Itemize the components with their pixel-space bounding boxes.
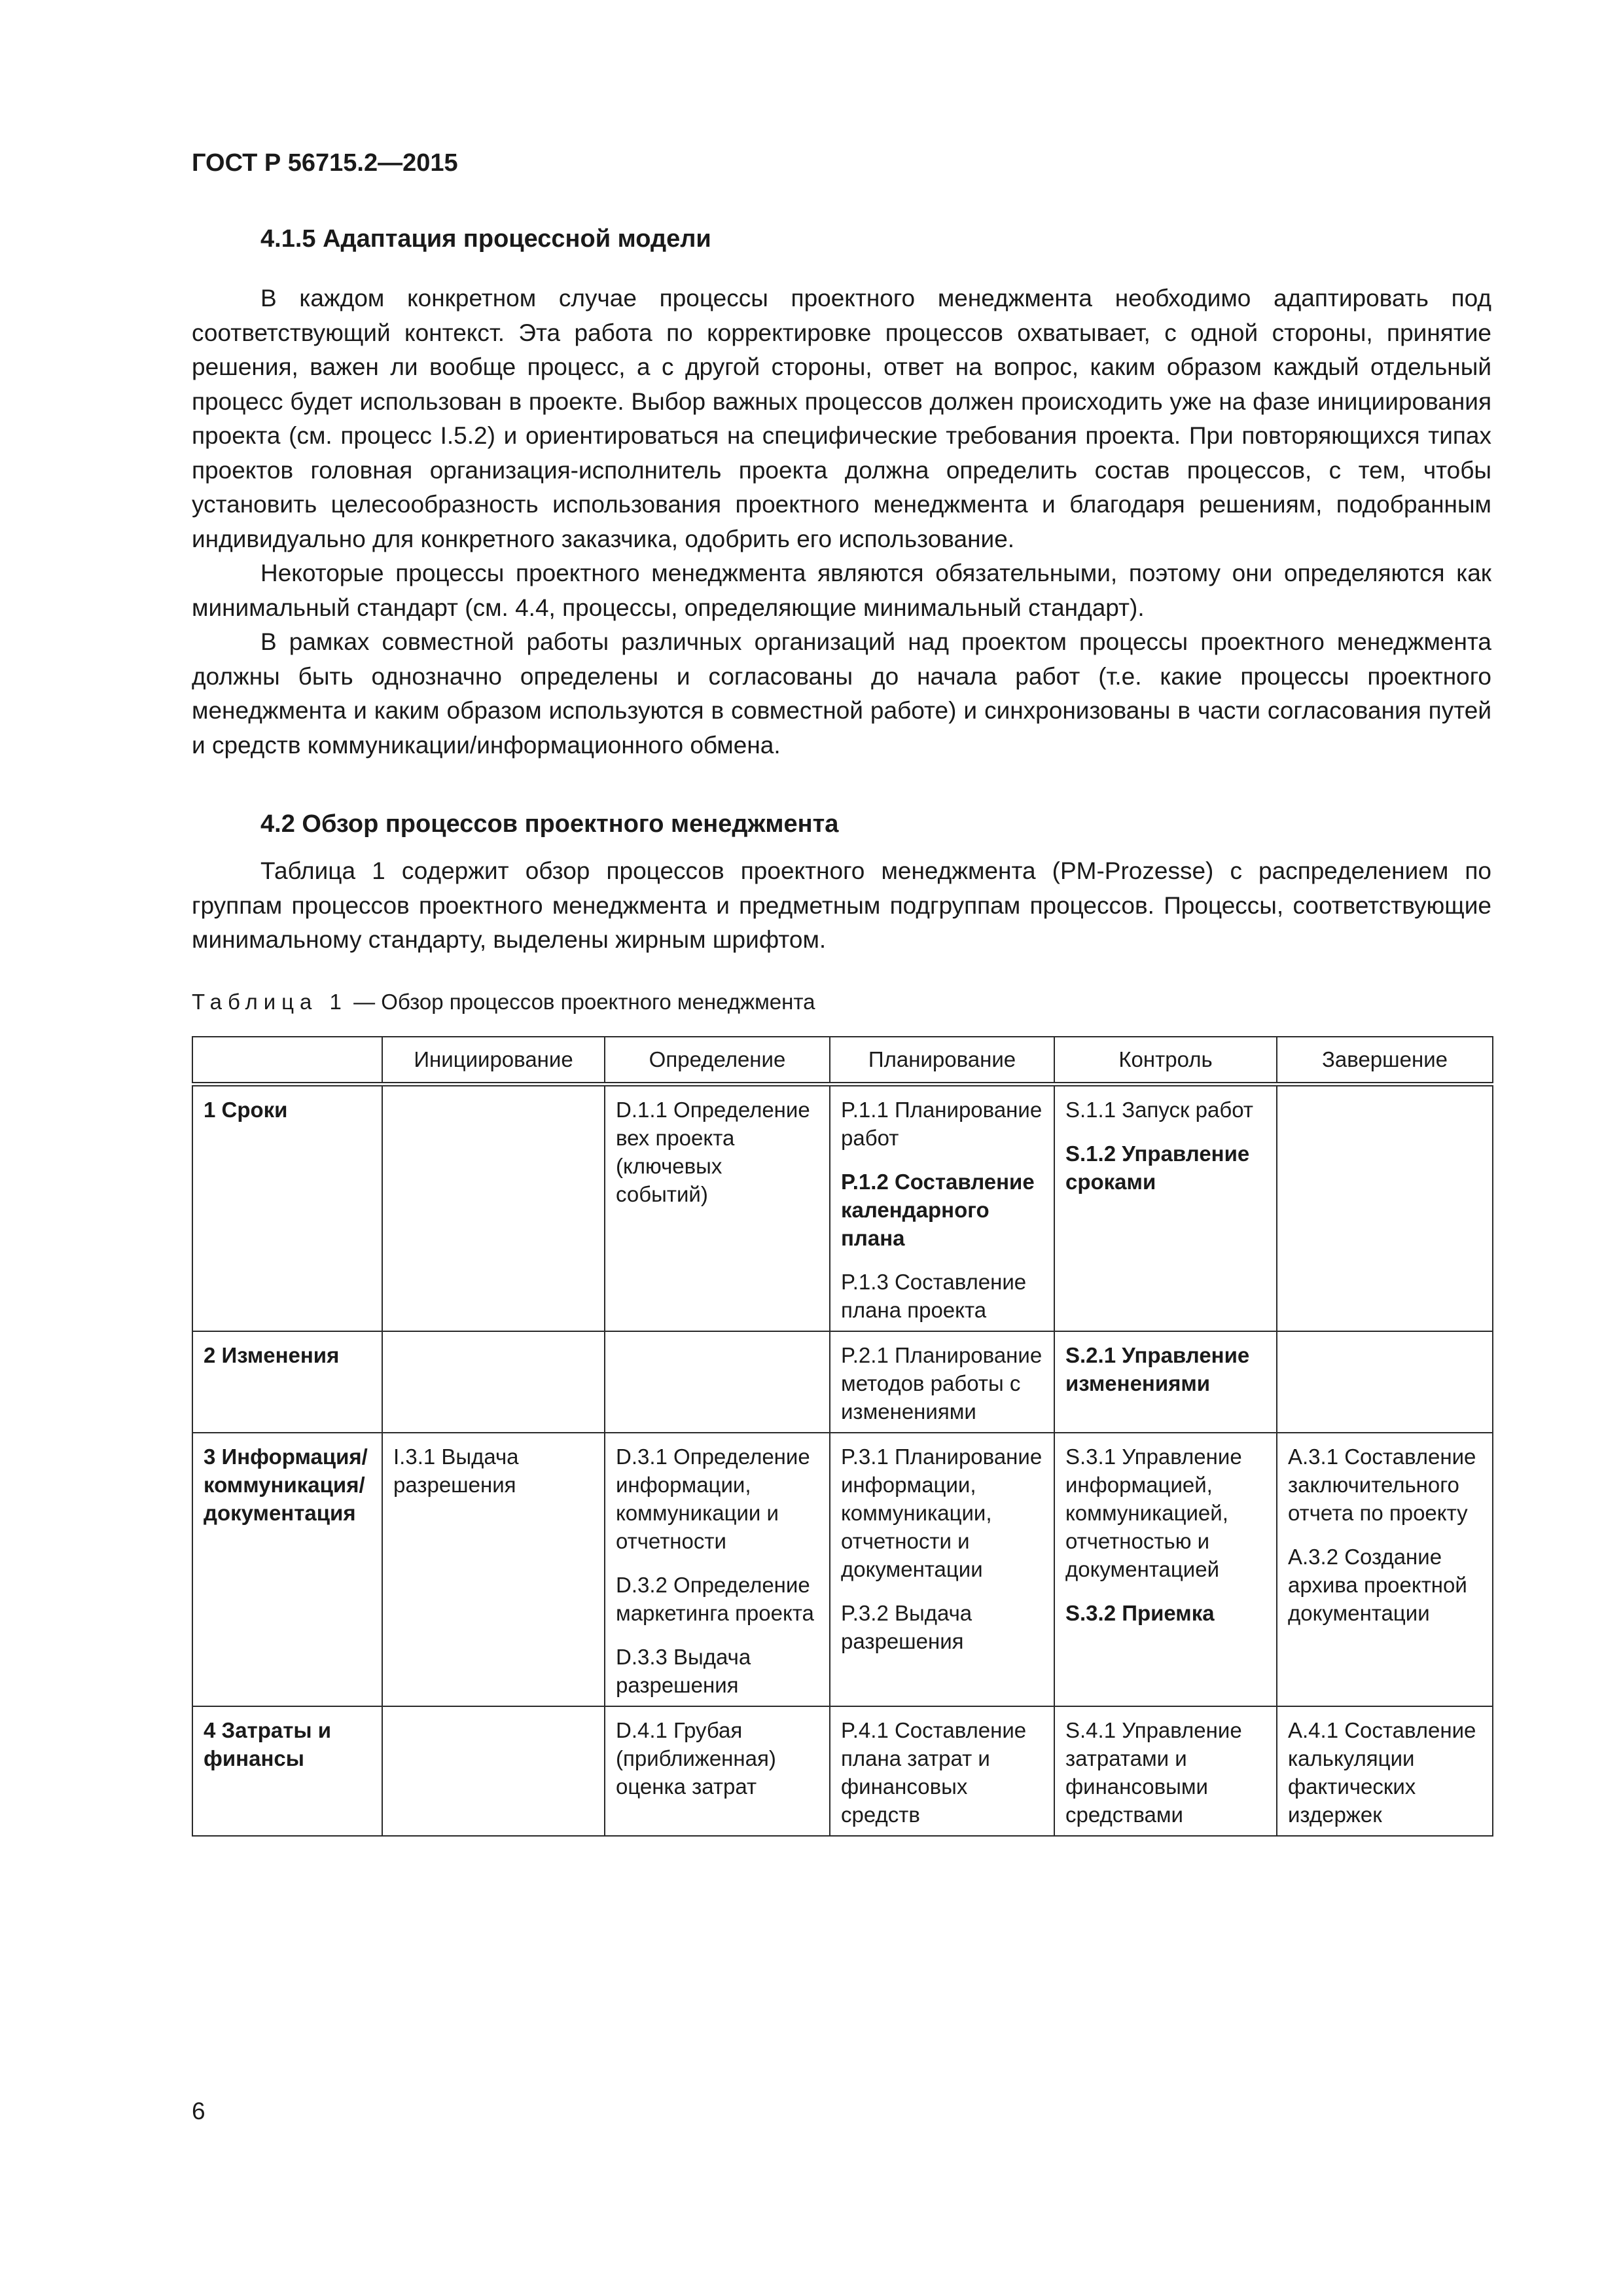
table-caption xyxy=(192,990,815,1014)
process-entry: A.3.1 Составление заключительного отчета по проекту xyxy=(1288,1444,1476,1525)
process-entry: A.3.2 Создание архива проектной документации xyxy=(1288,1544,1467,1625)
process-entry: D.3.2 Определение маркетинга проекта xyxy=(616,1572,814,1625)
table-row xyxy=(192,1706,1493,1836)
table-cell xyxy=(830,1433,1054,1706)
column-header: Определение xyxy=(605,1037,830,1084)
table-cell xyxy=(830,1084,1054,1331)
document-code: ГОСТ Р 56715.2—2015 xyxy=(192,149,458,177)
table-cell xyxy=(382,1331,605,1433)
table-row xyxy=(192,1433,1493,1706)
process-entry: A.4.1 Составление калькуляции фактических издержек xyxy=(1288,1717,1476,1827)
column-header: Контроль xyxy=(1054,1037,1277,1084)
paragraph: В каждом конкретном случае процессы проектного менеджмента необходимо адаптировать под соответствующий контекст. Эта работа по корректировке процессов охватывает, с одной стороны, принятие решения, важен ли вообще процесс, а с другой стороны, ответ на вопрос, каким образом каждый отдельный процесс будет использован в проекте. Выбор важных процессов должен происходить уже на фазе инициирования проекта (см. процесс I.5.2) и ориентироваться на специфические требования проекта. При повторяющихся типах проектов головная организация-исполнитель проекта должна определить состав процессов, с тем, чтобы установить целесообразность использования проектного менеджмента и благодаря решениям, подобранным индивидуально для конкретного заказчика, одобрить его использование. xyxy=(192,285,1491,552)
table-row xyxy=(192,1331,1493,1433)
table-body xyxy=(192,1084,1493,1836)
table-cell xyxy=(830,1706,1054,1836)
paragraph: Таблица 1 содержит обзор процессов проектного менеджмента (PM-Prozesse) с распределением по группам процессов проектного менеджмента и предметным подгруппам процессов. Процессы, соответствующие минимальному стандарту, выделены жирным шрифтом. xyxy=(192,857,1491,953)
column-header: Планирование xyxy=(830,1037,1054,1084)
process-entry: D.1.1 Определение вех проекта (ключевых событий) xyxy=(616,1097,810,1206)
process-entry: S.1.1 Запуск работ xyxy=(1065,1097,1253,1122)
process-entry: S.3.1 Управление информацией, коммуникацией, отчетностью и документацией xyxy=(1065,1444,1242,1581)
row-group-label: 3 Информация/коммуникация/документация xyxy=(192,1433,382,1706)
paragraph: В рамках совместной работы различных организаций над проектом процессы проектного менеджмента должны быть однозначно определены и согласованы до начала работ (т.е. какие процессы проектного менеджмента и каким образом используются в совместной работе) и синхронизованы в части согласования путей и средств коммуникации/информационного обмена. xyxy=(192,628,1491,759)
page-number: 6 xyxy=(192,2098,205,2125)
table-cell xyxy=(830,1331,1054,1433)
table-row xyxy=(192,1084,1493,1331)
table-cell xyxy=(1277,1433,1493,1706)
process-entry: I.3.1 Выдача разрешения xyxy=(393,1444,519,1497)
process-entry: S.4.1 Управление затратами и финансовыми средствами xyxy=(1065,1717,1242,1827)
process-entry: P.2.1 Планирование методов работы с изменениями xyxy=(841,1342,1043,1424)
row-group-label: 2 Изменения xyxy=(192,1331,382,1433)
process-entry: D.4.1 Грубая (приближенная) оценка затрат xyxy=(616,1717,776,1799)
section-heading-4-2: 4.2 Обзор процессов проектного менеджмента xyxy=(260,810,839,838)
process-entry: P.3.2 Выдача разрешения xyxy=(841,1600,972,1653)
table-cell xyxy=(1277,1084,1493,1331)
row-group-label: 1 Сроки xyxy=(192,1084,382,1331)
table-cell xyxy=(1054,1331,1277,1433)
table-cell xyxy=(382,1706,605,1836)
table-cell xyxy=(605,1331,830,1433)
process-entry: P.1.3 Составление плана проекта xyxy=(841,1269,1027,1322)
table-cell xyxy=(1054,1433,1277,1706)
process-entry: P.4.1 Составление плана затрат и финансовых средств xyxy=(841,1717,1027,1827)
process-entry: S.3.2 Приемка xyxy=(1065,1600,1215,1625)
table-cell xyxy=(1054,1706,1277,1836)
process-entry: P.1.2 Составление календарного плана xyxy=(841,1169,1035,1250)
process-entry: P.1.1 Планирование работ xyxy=(841,1097,1043,1150)
table-header-row xyxy=(192,1037,1493,1084)
table-cell xyxy=(382,1433,605,1706)
paragraph: Некоторые процессы проектного менеджмента являются обязательными, поэтому они определяются как минимальный стандарт (см. 4.4, процессы, определяющие минимальный стандарт). xyxy=(192,560,1491,621)
column-header: Инициирование xyxy=(382,1037,605,1084)
process-entry: P.3.1 Планирование информации, коммуникации, отчетности и документации xyxy=(841,1444,1043,1581)
section-heading-4-1-5: 4.1.5 Адаптация процессной модели xyxy=(260,225,711,253)
table-cell xyxy=(1277,1331,1493,1433)
section-4-1-5-text xyxy=(192,281,1491,762)
row-group-label: 4 Затраты и финансы xyxy=(192,1706,382,1836)
section-4-2-text xyxy=(192,854,1491,958)
process-entry: S.2.1 Управление изменениями xyxy=(1065,1342,1250,1395)
table-cell xyxy=(605,1706,830,1836)
table-cell xyxy=(382,1084,605,1331)
table-cell xyxy=(605,1433,830,1706)
table-caption-label: Таблица 1 xyxy=(192,990,348,1014)
process-entry: S.1.2 Управление сроками xyxy=(1065,1141,1250,1194)
table-cell xyxy=(1277,1706,1493,1836)
process-entry: D.3.3 Выдача разрешения xyxy=(616,1644,751,1697)
process-overview-table xyxy=(192,1036,1493,1837)
table-caption-text: — Обзор процессов проектного менеджмента xyxy=(347,990,815,1014)
table-cell xyxy=(1054,1084,1277,1331)
column-header: Завершение xyxy=(1277,1037,1493,1084)
table-cell xyxy=(605,1084,830,1331)
column-header xyxy=(192,1037,382,1084)
process-entry: D.3.1 Определение информации, коммуникации и отчетности xyxy=(616,1444,810,1553)
